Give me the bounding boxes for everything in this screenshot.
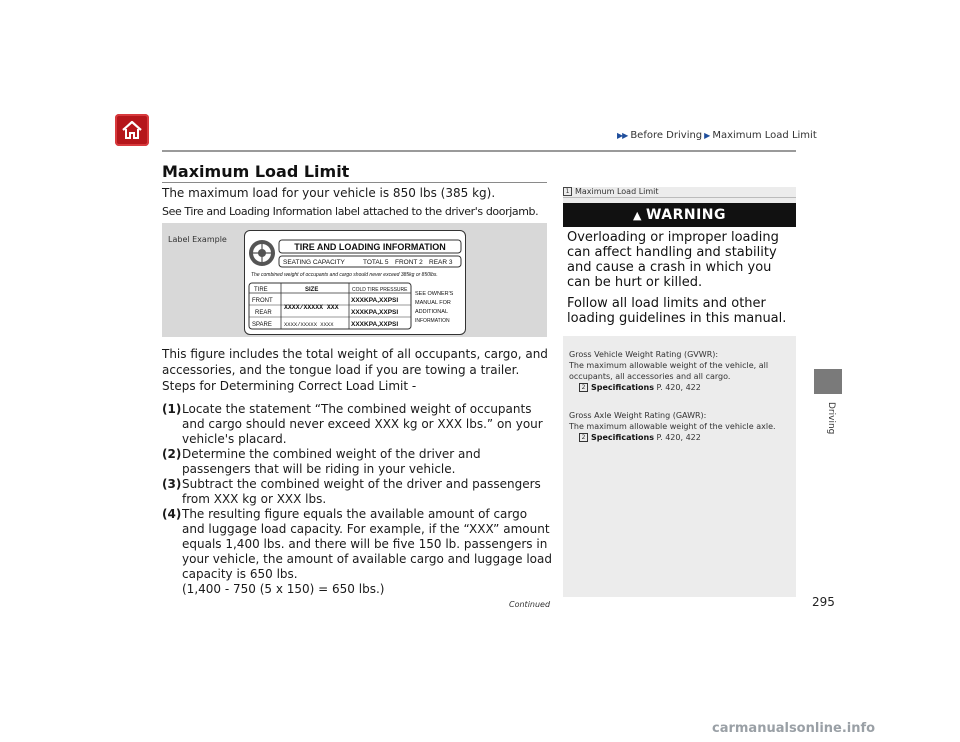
warning-text-1: Overloading or improper loading can affect handling and stability and cause a crash in which you can be hurt or killed. — [567, 230, 779, 290]
size-column-header: SIZE — [305, 287, 319, 293]
label-example-caption: Label Example — [168, 235, 227, 244]
see-owner-line-3: ADDITIONAL — [415, 309, 449, 315]
seating-front: FRONT 2 — [395, 259, 423, 266]
figure-description-text: This figure includes the total weight of all occupants, cargo, and accessories, and the tongue load if you are towing a trailer. — [162, 347, 548, 377]
steps-intro: Steps for Determining Correct Load Limit - — [162, 379, 417, 393]
gvwr-note — [569, 349, 791, 393]
tire-size-spare: XXXX/XXXXX XXXX — [284, 321, 334, 328]
step-text: Locate the statement “The combined weight of occupants and cargo should never exceed XXX kg or XXX lbs.” on your vehicle's placard. — [182, 402, 543, 446]
gvwr-title: Gross Vehicle Weight Rating (GVWR): — [569, 350, 719, 359]
see-owner-line-4: INFORMATION — [415, 318, 450, 324]
step-item — [162, 447, 552, 477]
gvwr-crossref[interactable]: 2 Specifications P. 420, 422 — [569, 382, 791, 393]
tire-size-main: XXXX/XXXXX XXX — [284, 304, 339, 311]
warning-header: ▲ WARNING — [563, 203, 796, 227]
pressure-spare: XXXKPA,XXPSI — [351, 321, 399, 328]
seating-rear: REAR 3 — [429, 259, 453, 266]
row-spare-label: SPARE — [252, 322, 272, 328]
see-owner-line-1: SEE OWNER'S — [415, 291, 454, 297]
pressure-column-header: COLD TIRE PRESSURE — [352, 287, 408, 293]
gvwr-text: The maximum allowable weight of the vehicle, all occupants, all accessories and all cargo. — [569, 361, 769, 381]
warning-triangle-icon: ▲ — [632, 208, 642, 222]
seating-capacity-label: SEATING CAPACITY — [283, 259, 345, 266]
pressure-front: XXXKPA,XXPSI — [351, 297, 399, 304]
tire-icon — [249, 240, 275, 266]
breadcrumb-link-before-driving[interactable]: Before Driving — [630, 130, 703, 141]
continued-note: Continued — [509, 600, 551, 609]
watermark: carmanualsonline.info — [712, 721, 876, 736]
step-item — [162, 402, 552, 447]
page-title: Maximum Load Limit — [162, 162, 350, 181]
seating-total: TOTAL 5 — [363, 259, 389, 266]
step-text: Determine the combined weight of the driver and passengers that will be riding in your vehicle. — [182, 447, 481, 476]
warning-body — [567, 230, 793, 332]
crossref-arrow-icon: 2 — [579, 433, 588, 442]
step-number: (1) — [162, 402, 182, 416]
title-divider — [162, 182, 547, 183]
see-owner-line-2: MANUAL FOR — [415, 300, 451, 306]
home-icon — [120, 119, 144, 141]
combined-weight-statement: The combined weight of occupants and cargo should never exceed 385kg or 850lbs. — [251, 272, 438, 278]
pressure-rear: XXXKPA,XXPSI — [351, 309, 399, 316]
tire-label-title: TIRE AND LOADING INFORMATION — [294, 242, 446, 252]
label-location-note: See Tire and Loading Information label attached to the driver's doorjamb. — [162, 205, 539, 218]
breadcrumb-arrow-icon: ▶▶ — [617, 131, 628, 140]
step-item — [162, 477, 552, 507]
side-notes-heading: 1 Maximum Load Limit — [563, 187, 659, 196]
load-limit-steps — [162, 402, 552, 597]
step-number: (3) — [162, 477, 182, 491]
row-front-label: FRONT — [252, 298, 273, 304]
example-formula: (1,400 - 750 (5 x 150) = 650 lbs.) — [182, 582, 385, 596]
breadcrumb — [617, 130, 817, 141]
page-number: 295 — [812, 595, 835, 609]
row-rear-label: REAR — [255, 310, 272, 316]
step-number: (4) — [162, 507, 182, 521]
warning-text-2: Follow all load limits and other loading guidelines in this manual. — [567, 296, 787, 326]
step-text: The resulting figure equals the available amount of cargo and luggage load capacity. For example, if the “XXX” amount equals 1,400 lbs. and there will be five 150 lb. passengers in your vehicle, the amount of available cargo and luggage load capacity is 650 lbs. — [182, 507, 552, 581]
figure-description — [162, 346, 552, 394]
note-marker-icon: 1 — [563, 187, 572, 196]
breadcrumb-current: Maximum Load Limit — [712, 130, 817, 141]
chapter-tab-label: Driving — [826, 402, 836, 435]
gawr-crossref[interactable]: 2 Specifications P. 420, 422 — [569, 432, 791, 443]
gawr-note — [569, 410, 791, 443]
side-notes-divider — [563, 197, 796, 198]
gawr-text: The maximum allowable weight of the vehicle axle. — [569, 422, 776, 431]
step-text: Subtract the combined weight of the driver and passengers from XXX kg or XXX lbs. — [182, 477, 541, 506]
tire-loading-label — [244, 230, 466, 335]
breadcrumb-arrow-icon: ▶ — [704, 131, 710, 140]
step-number: (2) — [162, 447, 182, 461]
step-item — [162, 507, 552, 582]
header-divider — [162, 150, 796, 152]
home-button[interactable] — [115, 114, 149, 146]
gawr-title: Gross Axle Weight Rating (GAWR): — [569, 411, 707, 420]
crossref-arrow-icon: 2 — [579, 383, 588, 392]
chapter-tab-marker[interactable] — [814, 369, 842, 394]
tire-column-header: TIRE — [254, 287, 268, 293]
max-load-statement: The maximum load for your vehicle is 850 lbs (385 kg). — [162, 186, 496, 200]
